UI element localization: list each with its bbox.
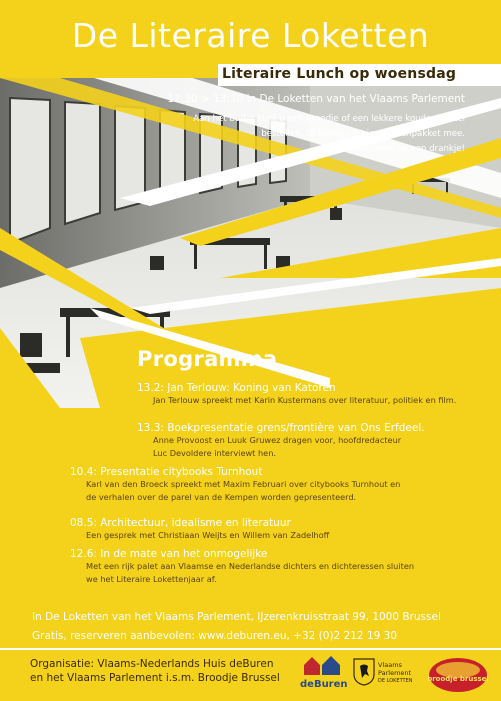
houses-icon <box>304 655 340 675</box>
organisation <box>30 657 280 685</box>
program-item-description: Jan Terlouw spreekt met Karin Kustermans over literatuur, politiek en film. <box>153 395 457 405</box>
program-item-headline: 10.4: Presentatie citybooks Turnhout <box>70 466 263 478</box>
program-item <box>70 548 490 585</box>
deburen-logo-text: deBuren <box>300 679 348 690</box>
program-item-description: Luc Devoldere interviewt hen. <box>153 447 277 458</box>
deburen-logo <box>300 655 348 695</box>
organisation-line: Organisatie: Vlaams-Nederlands Huis deBuren <box>30 658 274 670</box>
vlaams-parlement-logo-text <box>378 661 413 685</box>
program-title: Programma <box>137 347 278 371</box>
subtitle: Literaire Lunch op woensdag <box>222 66 457 82</box>
program-item-description: de verhalen over de parel van de Kempen worden gepresenteerd. <box>86 491 357 502</box>
program-item-description: Karl van den Broeck spreekt met Maxim Februari over citybooks Turnhout en <box>86 479 401 489</box>
venue-address: In De Loketten van het Vlaams Parlement, IJzerenkruisstraat 99, 1000 Brussel <box>32 611 441 623</box>
broodje-brussel-logo <box>428 657 488 693</box>
program-item-description: we het Literaire Lokettenjaar af. <box>86 573 217 584</box>
footer-info <box>32 608 441 646</box>
lunch-line: Wij trakteren op een drankje! <box>338 144 465 154</box>
lunch-line: Aan het buffet kunt u een broodje of een lekkere koude schotel <box>193 114 465 124</box>
program-item <box>137 422 497 459</box>
page-title: De Literaire Loketten <box>71 16 430 55</box>
program-item <box>70 466 490 503</box>
program-item <box>137 382 497 407</box>
program-item-headline: 13.2: Jan Terlouw: Koning van Katoren <box>137 382 336 394</box>
lunch-time: 12:30 > 13:30 in De Loketten van het Vlaams Parlement <box>167 93 465 105</box>
footer-divider <box>0 648 501 650</box>
program-item-headline: 12.6: In de mate van het onmogelijke <box>70 548 268 560</box>
vlaams-parlement-logo <box>353 655 417 695</box>
lunch-line: bestellen. Of breng uw eigen lunchpakket mee. <box>261 129 465 139</box>
program-item <box>70 517 490 542</box>
program-item-description: Met een rijk palet aan Vlaamse en Nederlandse dichters en dichteressen sluiten <box>86 561 415 571</box>
organisation-line: en het Vlaams Parlement i.s.m. Broodje Brussel <box>30 672 280 684</box>
program-item-description: Een gesprek met Christiaan Weijts en Willem van Zadelhoff <box>86 530 330 540</box>
program-item-headline: 13.3: Boekpresentatie grens/frontière van Ons Erfdeel. <box>137 422 425 434</box>
logo-text-line: Parlement <box>378 669 412 677</box>
logo-text-line: DE LOKETTEN <box>378 678 413 684</box>
lion-shield-icon <box>353 658 375 686</box>
lunch-description <box>165 112 465 157</box>
program-item-headline: 08.5: Architectuur, idealisme en literatuur <box>70 517 291 529</box>
reservation-info: Gratis, reserveren aanbevolen: www.deburen.eu, +32 (0)2 212 19 30 <box>32 630 398 642</box>
broodje-brussel-logo-text: broodje brussel <box>428 675 488 683</box>
program-item-description: Anne Provoost en Luuk Gruwez dragen voor, hoofdredacteur <box>153 435 402 445</box>
logo-text-line: Vlaams <box>378 661 402 669</box>
